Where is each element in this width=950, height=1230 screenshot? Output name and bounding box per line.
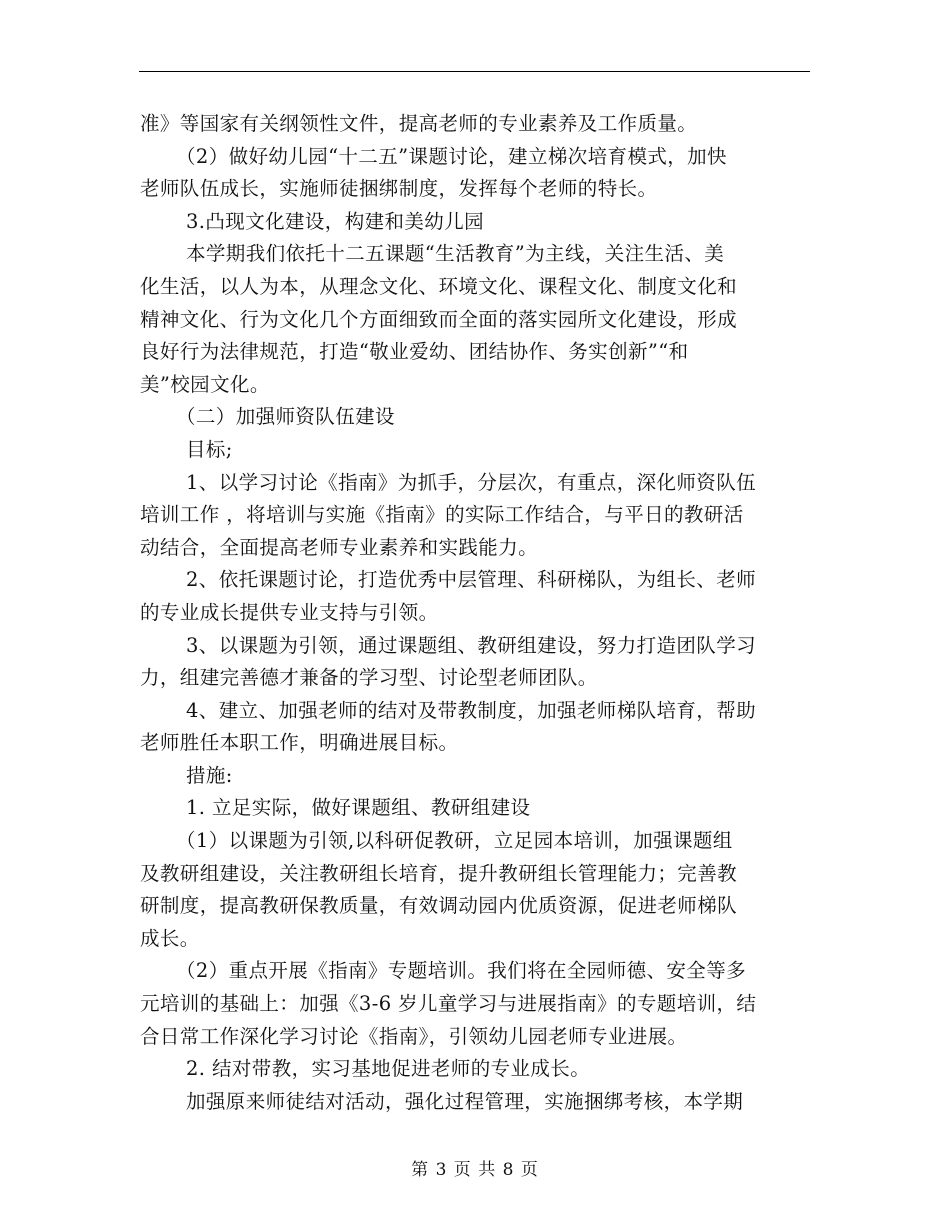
text-line: 准》等国家有关纲领性文件，提高老师的专业素养及工作质量。 (140, 112, 698, 135)
text-line: 2、依托课题讨论，打造优秀中层管理、科研梯队，为组长、老师 (186, 568, 757, 592)
text-line: 元培训的基础上：加强《3-6 岁儿童学习与进展指南》的专题培训，结 (140, 992, 757, 1016)
text-line: 美”校园文化。 (140, 372, 270, 396)
text-line: 培训工作 ，将培训与实施《指南》的实际工作结合，与平日的教研活 (140, 503, 744, 527)
text-line: 3、以课题为引领，通过课题组、教研组建设，努力打造团队学习 (186, 633, 757, 657)
document-body (140, 108, 810, 1118)
text-line: 加强原来师徒结对活动，强化过程管理，实施捆绑考核，本学期 (186, 1089, 744, 1113)
section-heading: 1. 立足实际，做好课题组、教研组建设 (186, 796, 531, 820)
text-line: 合日常工作深化学习讨论《指南》，引领幼儿园老师专业进展。 (140, 1024, 688, 1048)
text-line: 精神文化、行为文化几个方面细致而全面的落实园所文化建设，形成 (140, 307, 738, 331)
section-heading: 2. 结对带教，实习基地促进老师的专业成长。 (186, 1057, 591, 1081)
text-line: 成长。 (140, 926, 200, 950)
header-rule (139, 71, 810, 72)
subheading: 目标; (186, 437, 233, 461)
text-line: 4、建立、加强老师的结对及带教制度，加强老师梯队培育，帮助 (186, 698, 757, 722)
text-line: 及教研组建设，关注教研组长培育，提升教研组长管理能力；完善教 (140, 861, 738, 885)
text-line: 的专业成长提供专业支持与引领。 (140, 600, 439, 624)
page-number: 第 3 页 共 8 页 (411, 1160, 539, 1180)
text-line: 动结合，全面提高老师专业素养和实践能力。 (140, 535, 539, 559)
text-line: 本学期我们依托十二五课题“生活教育”为主线，关注生活、美 (186, 242, 725, 266)
text-line: （2）重点开展《指南》专题培训。我们将在全园师德、安全等多 (176, 959, 747, 983)
subheading: 措施: (186, 763, 233, 787)
text-line: 1、以学习讨论《指南》为抓手，分层次，有重点，深化师资队伍 (186, 470, 757, 494)
text-line: 研制度，提高教研保教质量，有效调动园内优质资源，促进老师梯队 (140, 894, 738, 918)
text-line: （2）做好幼儿园“十二五”课题讨论，建立梯次培育模式，加快 (176, 144, 727, 168)
section-heading: 3.凸现文化建设，构建和美幼儿园 (186, 209, 485, 233)
text-line: 老师胜任本职工作，明确进展目标。 (140, 731, 459, 755)
text-line: 化生活，以人为本，从理念文化、环境文化、课程文化、制度文化和 (140, 274, 738, 298)
text-line: 力，组建完善德才兼备的学习型、讨论型老师团队。 (140, 666, 598, 690)
text-line: （1）以课题为引领,以科研促教研，立足园本培训，加强课题组 (176, 829, 733, 853)
section-heading: （二）加强师资队伍建设 (176, 405, 395, 429)
text-line: 良好行为法律规范，打造“敬业爱幼、团结协作、务实创新”“和 (140, 340, 689, 364)
text-line: 老师队伍成长，实施师徒捆绑制度，发挥每个老师的特长。 (140, 177, 658, 201)
